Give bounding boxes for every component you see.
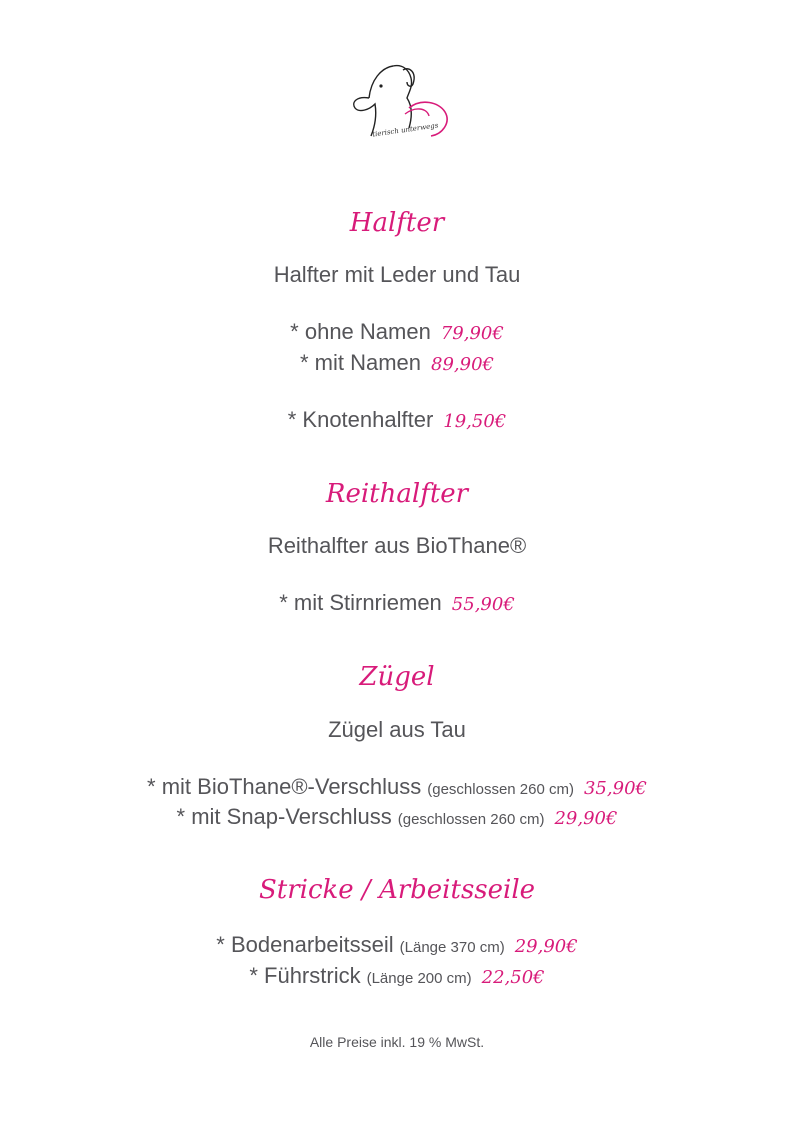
list-item (0, 318, 794, 348)
item-price: 35,90€ (583, 778, 647, 799)
item-label: * ohne Namen (290, 319, 431, 344)
item-label: * mit Stirnriemen (279, 590, 442, 615)
section-subtitle-reithalfter: Reithalfter aus BioThane® (267, 533, 527, 558)
section-title-halfter: Halfter (349, 208, 445, 238)
list-item (0, 406, 794, 436)
section-title-reithalfter: Reithalfter (325, 479, 469, 509)
vat-footnote: Alle Preise inkl. 19 % MwSt. (309, 1034, 485, 1050)
item-price: 79,90€ (440, 323, 504, 344)
item-label: * mit BioThane®-Verschluss (147, 774, 422, 799)
list-item (0, 773, 794, 804)
section-title-stricke: Stricke / Arbeitsseile (258, 875, 536, 905)
list-item (0, 931, 794, 962)
list-item (0, 803, 794, 834)
section-subtitle-zuegel: Zügel aus Tau (328, 717, 466, 742)
item-label: * mit Snap-Verschluss (176, 804, 392, 829)
section-subtitle-halfter: Halfter mit Leder und Tau (273, 262, 521, 287)
logo-text: tierisch unterwegs (371, 121, 439, 139)
item-price: 89,90€ (431, 354, 495, 375)
item-label: * Knotenhalfter (287, 407, 434, 432)
item-label: * mit Namen (299, 350, 422, 375)
item-note: (Länge 370 cm) (399, 939, 505, 956)
item-price: 29,90€ (554, 808, 618, 829)
item-label: * Führstrick (249, 963, 361, 988)
list-item (0, 349, 794, 379)
list-item (0, 589, 794, 619)
item-note: (Länge 200 cm) (366, 970, 472, 987)
item-price: 19,50€ (443, 411, 507, 432)
item-price: 55,90€ (451, 594, 515, 615)
section-title-zuegel: Zügel (359, 662, 435, 692)
item-price: 22,50€ (481, 967, 545, 988)
list-item (0, 962, 794, 993)
item-note: (geschlossen 260 cm) (397, 811, 545, 828)
item-note: (geschlossen 260 cm) (427, 781, 574, 798)
item-price: 29,90€ (514, 936, 578, 957)
item-label: * Bodenarbeitsseil (216, 932, 394, 957)
